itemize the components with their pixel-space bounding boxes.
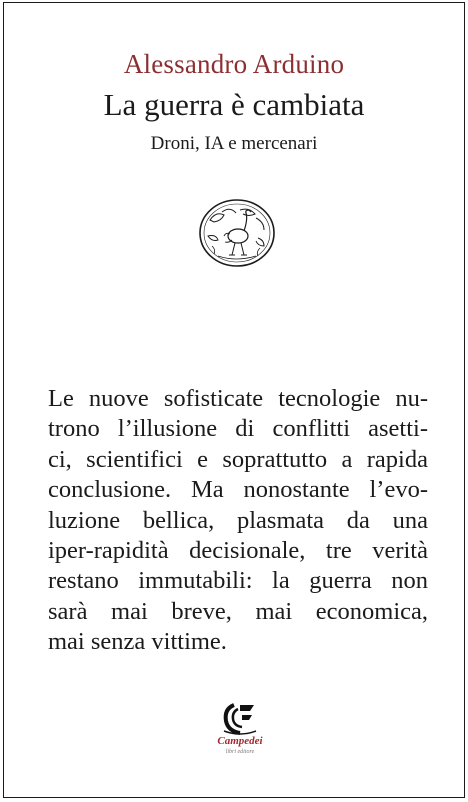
author-name: Alessandro Arduino — [123, 49, 345, 79]
blurb-line: mai senza vittime. — [48, 628, 227, 656]
blurb-line: ci, scientifici e soprattutto a rapida — [48, 445, 428, 473]
publisher-logo-icon — [220, 701, 260, 737]
publisher-logo — [208, 701, 272, 761]
blurb-line: luzione bellica, plasmata da una — [48, 506, 428, 534]
book-cover — [3, 2, 465, 798]
publisher-tagline: libri editore — [225, 749, 255, 755]
blurb-line: iper-rapidità decisionale, tre verità — [48, 537, 428, 565]
book-title: La guerra è cambiata — [103, 87, 365, 122]
publisher-name: Campedei — [217, 735, 263, 747]
blurb-line: conclusione. Ma nonostante l’evo- — [48, 476, 428, 504]
back-cover-blurb — [48, 384, 428, 658]
blurb-line: trono l’illusione di conflitti asetti- — [48, 415, 428, 443]
blurb-line: sarà mai breve, mai economica, — [48, 597, 428, 625]
blurb-line: Le nuove sofisticate tecnologie nu- — [48, 385, 428, 412]
book-subtitle: Droni, IA e mercenari — [150, 133, 318, 154]
ostrich-seal-emblem-icon — [198, 198, 276, 268]
blurb-line: restano immutabili: la guerra non — [48, 567, 428, 595]
